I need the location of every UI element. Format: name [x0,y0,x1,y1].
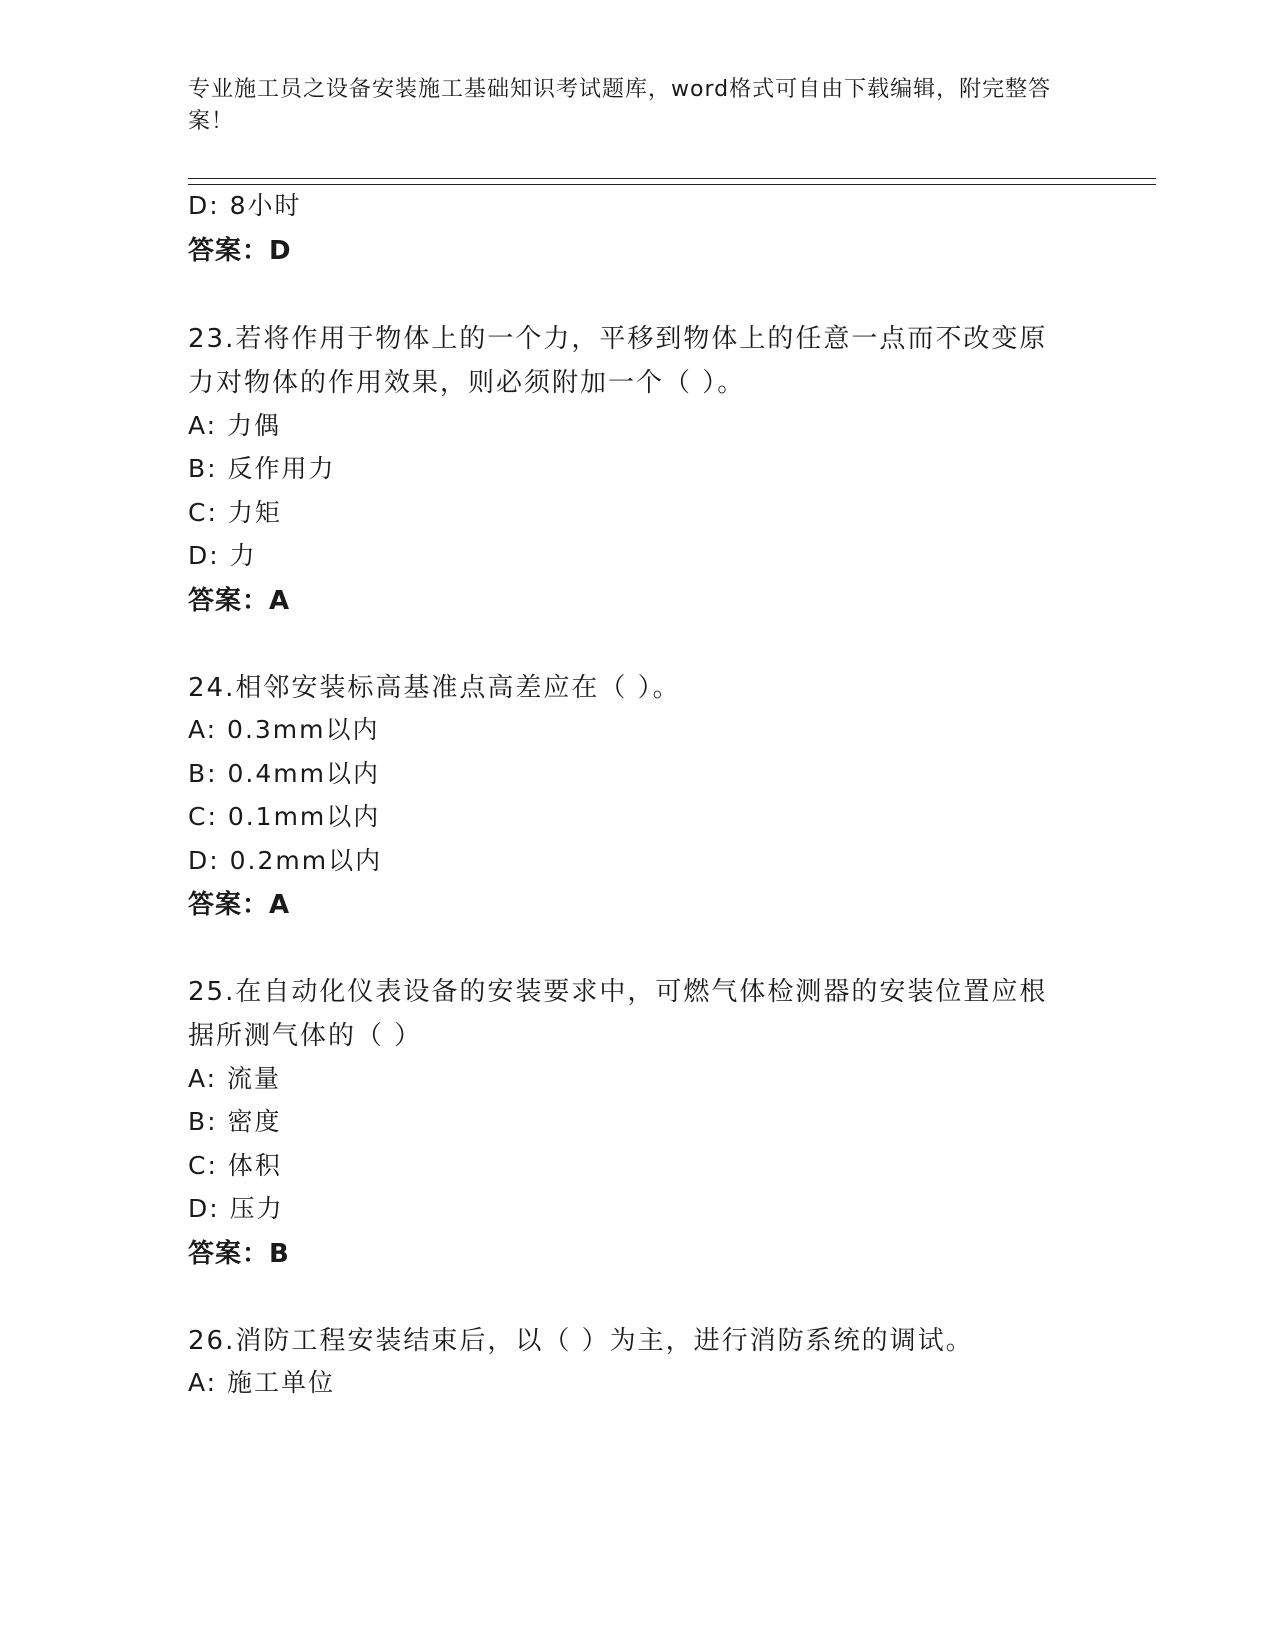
q25-option-b: B: 密度 [188,1107,282,1136]
q22-option-d: D: 8小时 [188,191,302,220]
header-rule-bottom [188,184,1156,185]
q23-stem-line-2: 力对物体的作用效果，则必须附加一个（ ）。 [188,368,746,398]
q24-option-d: D: 0.2mm以内 [188,846,383,875]
q26-option-a: A: 施工单位 [188,1368,336,1397]
q23-stem-line-1: 23.若将作用于物体上的一个力，平移到物体上的任意一点而不改变原 [188,324,1048,354]
q23-option-c: C: 力矩 [188,498,282,527]
q23-option-d: D: 力 [188,541,257,570]
document-header: 专业施工员之设备安装施工基础知识考试题库，word格式可自由下载编辑，附完整答案！ [188,77,1052,134]
q25-stem-line-2: 据所测气体的（ ） [188,1021,423,1051]
q26-stem-line-1: 26.消防工程安装结束后，以（ ）为主，进行消防系统的调试。 [188,1326,974,1356]
q23-answer: 答案：A [188,586,291,616]
q25-option-a: A: 流量 [188,1064,282,1093]
q23-option-b: B: 反作用力 [188,454,336,483]
q24-answer: 答案：A [188,890,291,920]
q24-stem-line-1: 24.相邻安装标高基准点高差应在（ ）。 [188,673,681,703]
q22-answer: 答案：D [188,236,292,266]
header-rule-top [188,178,1156,179]
q25-option-c: C: 体积 [188,1151,282,1180]
q23-option-a: A: 力偶 [188,411,282,440]
q24-option-b: B: 0.4mm以内 [188,759,380,788]
q25-answer: 答案：B [188,1239,290,1269]
q24-option-a: A: 0.3mm以内 [188,715,380,744]
q25-option-d: D: 压力 [188,1194,284,1223]
q24-option-c: C: 0.1mm以内 [188,802,381,831]
q25-stem-line-1: 25.在自动化仪表设备的安装要求中，可燃气体检测器的安装位置应根 [188,977,1048,1007]
